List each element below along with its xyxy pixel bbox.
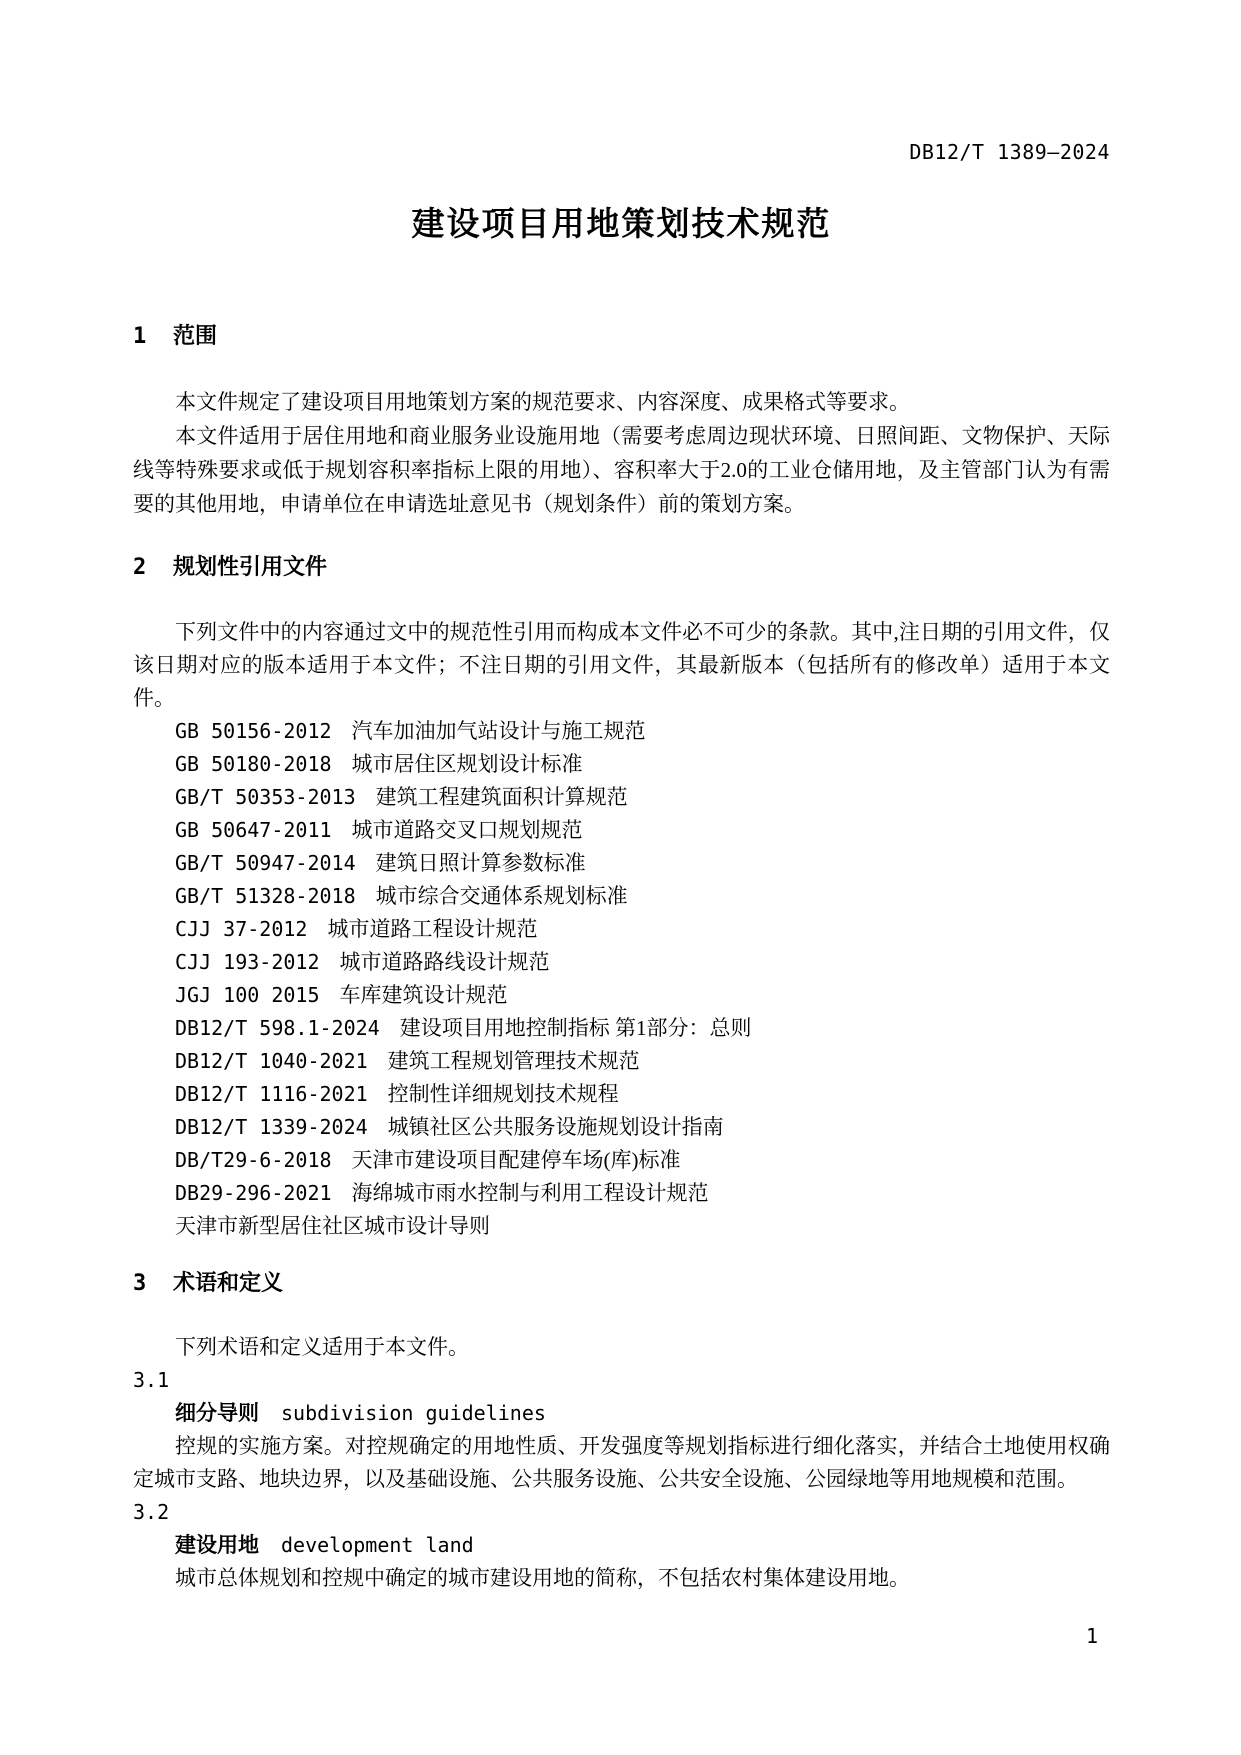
reference-item: [133, 1045, 1110, 1078]
reference-code: JGJ 100 2015: [175, 983, 320, 1007]
reference-name: 城市综合交通体系规划标准: [375, 884, 628, 908]
reference-name: 城市道路工程设计规范: [327, 917, 538, 941]
section-label: 范围: [173, 323, 218, 348]
scope-body: [133, 385, 1110, 521]
terms-block: [133, 1331, 1110, 1595]
section-heading-references: [133, 553, 1110, 582]
reference-name: 控制性详细规划技术规程: [387, 1082, 619, 1106]
reference-name: 建筑工程规划管理技术规范: [387, 1049, 640, 1073]
reference-item: [133, 847, 1110, 880]
reference-code: GB 50647-2011: [175, 818, 332, 842]
reference-code: DB29-296-2021: [175, 1181, 332, 1205]
reference-code: GB/T 50353-2013: [175, 785, 356, 809]
reference-code: CJJ 37-2012: [175, 917, 308, 941]
reference-code: GB 50180-2018: [175, 752, 332, 776]
page-number: 1: [1085, 1624, 1098, 1648]
term-id: 3.2: [133, 1500, 170, 1524]
reference-name: 建筑日照计算参数标准: [375, 851, 586, 875]
section-number: 1: [133, 324, 147, 349]
reference-name: 城市道路路线设计规范: [339, 950, 550, 974]
reference-item: [133, 748, 1110, 781]
reference-name: 城市道路交叉口规划规范: [351, 818, 583, 842]
reference-item: [133, 814, 1110, 847]
reference-code: GB/T 50947-2014: [175, 851, 356, 875]
reference-item: [133, 715, 1110, 748]
reference-name: 海绵城市雨水控制与利用工程设计规范: [351, 1181, 709, 1205]
section-heading-scope: [133, 322, 1110, 351]
reference-code: DB/T29-6-2018: [175, 1148, 332, 1172]
reference-item: [133, 1144, 1110, 1177]
reference-name: 城镇社区公共服务设施规划设计指南: [387, 1115, 724, 1139]
term-name: 细分导则: [175, 1402, 259, 1425]
doc-number: DB12/T 1389—2024: [909, 140, 1110, 164]
term-entry: [133, 1364, 1110, 1496]
references-intro: 下列文件中的内容通过文中的规范性引用而构成本文件必不可少的条款。其中,注日期的引用文件，仅该日期对应的版本适用于本文件；不注日期的引用文件，其最新版本（包括所有的修改单）适用于本文件。: [133, 620, 1110, 710]
reference-code: CJJ 193-2012: [175, 950, 320, 974]
reference-item: [133, 913, 1110, 946]
reference-code: GB/T 51328-2018: [175, 884, 356, 908]
reference-item: [133, 1111, 1110, 1144]
term-entry: [133, 1496, 1110, 1595]
reference-code: DB12/T 1040-2021: [175, 1049, 368, 1073]
reference-item: [133, 1078, 1110, 1111]
reference-code: DB12/T 598.1-2024: [175, 1016, 380, 1040]
reference-name: 天津市新型居住社区城市设计导则: [175, 1214, 490, 1238]
term-id: 3.1: [133, 1368, 170, 1392]
term-title: [133, 1529, 1110, 1562]
scope-paragraph: 本文件规定了建设项目用地策划方案的规范要求、内容深度、成果格式等要求。: [175, 390, 910, 414]
section-number: 3: [133, 1271, 147, 1296]
term-english: subdivision guidelines: [281, 1401, 546, 1425]
reference-name: 车库建筑设计规范: [339, 983, 508, 1007]
reference-item: [133, 946, 1110, 979]
page-title: 建设项目用地策划技术规范: [411, 205, 832, 242]
section-label: 术语和定义: [173, 1270, 284, 1295]
term-title: [133, 1397, 1110, 1430]
scope-paragraph: 本文件适用于居住用地和商业服务业设施用地（需要考虑周边现状环境、日照间距、文物保护、天际线等特殊要求或低于规划容积率指标上限的用地）、容积率大于2.0的工业仓储用地，及主管部门认为有需要的其他用地，申请单位在申请选址意见书（规划条件）前的策划方案。: [133, 424, 1110, 516]
term-english: development land: [281, 1533, 474, 1557]
reference-item: [133, 1210, 1110, 1243]
reference-item: [133, 979, 1110, 1012]
term-definition: 城市总体规划和控规中确定的城市建设用地的简称，不包括农村集体建设用地。: [175, 1566, 910, 1590]
reference-item: [133, 1177, 1110, 1210]
terms-intro: 下列术语和定义适用于本文件。: [175, 1335, 469, 1359]
reference-item: [133, 880, 1110, 913]
reference-code: DB12/T 1116-2021: [175, 1082, 368, 1106]
section-label: 规划性引用文件: [173, 554, 328, 579]
reference-name: 汽车加油加气站设计与施工规范: [351, 719, 646, 743]
section-heading-terms: [133, 1269, 1110, 1298]
term-name: 建设用地: [175, 1534, 259, 1557]
reference-code: DB12/T 1339-2024: [175, 1115, 368, 1139]
references-list: [133, 715, 1110, 1243]
term-definition: 控规的实施方案。对控规确定的用地性质、开发强度等规划指标进行细化落实，并结合土地使用权确定城市支路、地块边界，以及基础设施、公共服务设施、公共安全设施、公园绿地等用地规模和范围。: [133, 1434, 1110, 1491]
reference-name: 天津市建设项目配建停车场(库)标准: [351, 1148, 681, 1172]
section-number: 2: [133, 555, 147, 580]
reference-item: [133, 781, 1110, 814]
reference-name: 建筑工程建筑面积计算规范: [375, 785, 628, 809]
reference-name: 建设项目用地控制指标 第1部分：总则: [399, 1016, 752, 1040]
reference-name: 城市居住区规划设计标准: [351, 752, 583, 776]
reference-item: [133, 1012, 1110, 1045]
reference-code: GB 50156-2012: [175, 719, 332, 743]
